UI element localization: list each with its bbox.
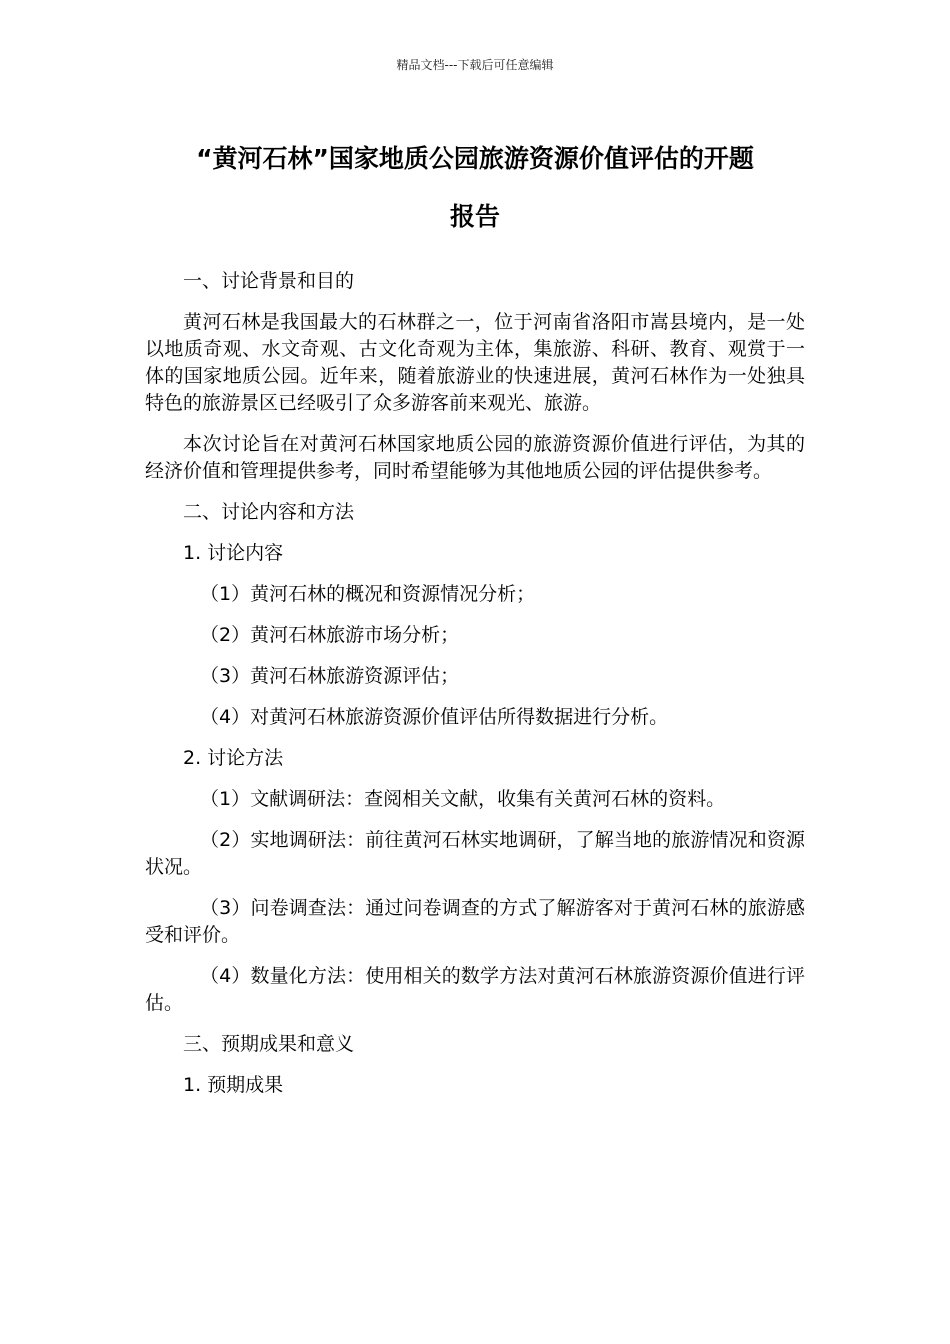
content-list-item: （3）黄河石林旅游资源评估； <box>200 665 460 687</box>
method-list-item: （4）数量化方法：使用相关的数学方法对黄河石林旅游资源价值进行评估。 <box>145 965 805 1014</box>
title-line-1: “黄河石林”国家地质公园旅游资源价值评估的开题 <box>196 144 754 173</box>
content-list-item: （4）对黄河石林旅游资源价值评估所得数据进行分析。 <box>200 706 669 728</box>
page-header-note: 精品文档---下载后可任意编辑 <box>396 58 554 72</box>
title-line-2: 报告 <box>449 202 500 231</box>
content-list-item: （1）黄河石林的概况和资源情况分析； <box>200 583 536 605</box>
section-1-heading: 一、讨论背景和目的 <box>183 270 355 292</box>
section-2-subheading-content: 1. 讨论内容 <box>183 542 284 564</box>
section-1-paragraph-1: 黄河石林是我国最大的石林群之一，位于河南省洛阳市嵩县境内，是一处以地质奇观、水文奇观、古文化奇观为主体，集旅游、科研、教育、观赏于一体的国家地质公园。近年来，随着旅游业的快速进展，黄河石林作为一处独具特色的旅游景区已经吸引了众多游客前来观光、旅游。 <box>145 311 805 414</box>
method-list-item: （2）实地调研法：前往黄河石林实地调研，了解当地的旅游情况和资源状况。 <box>145 829 805 878</box>
method-list-item: （3）问卷调查法：通过问卷调查的方式了解游客对于黄河石林的旅游感受和评价。 <box>145 897 805 946</box>
section-3-heading: 三、预期成果和意义 <box>183 1033 355 1055</box>
section-1-paragraph-2: 本次讨论旨在对黄河石林国家地质公园的旅游资源价值进行评估，为其的经济价值和管理提供参考，同时希望能够为其他地质公园的评估提供参考。 <box>145 433 805 482</box>
section-2-subheading-method: 2. 讨论方法 <box>183 747 284 769</box>
document-body <box>145 268 805 1113</box>
section-3-subheading-results: 1. 预期成果 <box>183 1074 284 1096</box>
document-title <box>145 130 805 246</box>
content-list-item: （2）黄河石林旅游市场分析； <box>200 624 460 646</box>
method-list-item: （1）文献调研法：查阅相关文献，收集有关黄河石林的资料。 <box>200 788 726 810</box>
section-2-heading: 二、讨论内容和方法 <box>183 501 355 523</box>
